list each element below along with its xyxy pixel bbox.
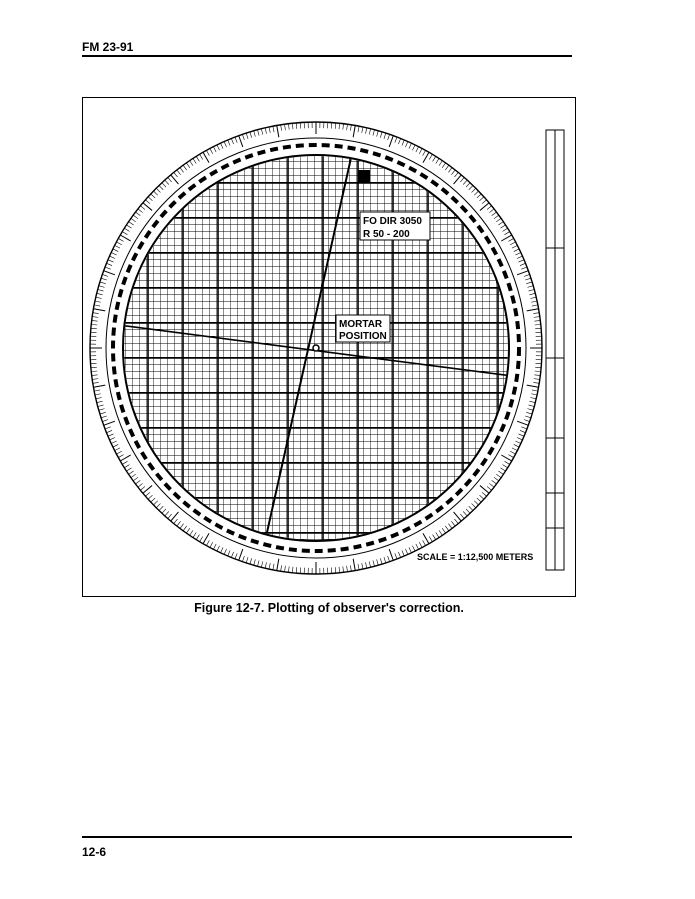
page-number: 12-6: [82, 845, 107, 859]
mortar-position-point: [313, 345, 319, 351]
header-rule: [82, 55, 572, 57]
scale-label: SCALE = 1:12,500 METERS: [417, 552, 534, 562]
target-marker: [358, 170, 370, 182]
mortar-callout-line1: MORTAR: [339, 319, 383, 330]
plotting-board-diagram: [83, 98, 577, 598]
fo-callout-line1: FO DIR 3050: [363, 216, 422, 227]
figure-caption: Figure 12-7. Plotting of observer's correction.: [194, 601, 464, 615]
mortar-callout-line2: POSITION: [339, 331, 387, 342]
page-header-id: FM 23-91: [82, 40, 134, 54]
fo-callout-line2: R 50 - 200: [363, 229, 410, 240]
footer-rule: [82, 836, 572, 838]
figure-frame: [82, 97, 576, 597]
side-scale-bar: [546, 130, 564, 570]
